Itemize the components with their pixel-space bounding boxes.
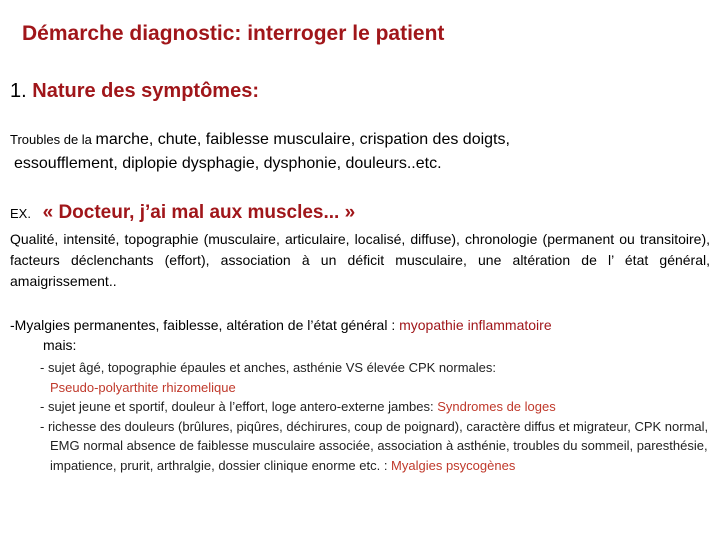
sub-item-diagnosis: Myalgies psycogènes (391, 457, 516, 473)
sub-item-text: - sujet âgé, topographie épaules et anches, asthénie VS élevée CPK normales: (40, 360, 497, 375)
example-quote: « Docteur, j’ai mal aux muscles... » (42, 202, 356, 223)
section-label: Nature des symptômes: (32, 80, 259, 102)
sub-item-diagnosis: Syndromes de loges (437, 399, 556, 414)
sub-item (40, 417, 710, 476)
example-label: EX. (10, 206, 31, 221)
sub-item (40, 397, 710, 417)
example-line (10, 202, 355, 224)
troubles-prefix: Troubles de la (10, 132, 96, 147)
myalgies-text: -Myalgies permanentes, faiblesse, altération de l’état général : (10, 317, 400, 333)
myalgies-diagnosis: myopathie inflammatoire (399, 317, 552, 333)
sub-item-diagnosis: Pseudo-polyarthite rhizomelique (50, 379, 236, 395)
sub-item-text: - sujet jeune et sportif, douleur à l’effort, loge antero-externe jambes: (40, 399, 438, 414)
sub-list (40, 358, 710, 475)
troubles-line-1: marche, chute, faiblesse musculaire, crispation des doigts, (95, 131, 510, 148)
slide-title: Démarche diagnostic: interroger le patient (22, 22, 445, 45)
qualite-paragraph: Qualité, intensité, topographie (musculaire, articulaire, localisé, diffuse), chronologie (permanent ou transitoire), facteurs déclenchants (effort), association à un déficit musculaire, une altération de l’ état général, amaigrissement.. (10, 231, 710, 289)
troubles-paragraph (10, 128, 710, 176)
myalgies-mais: mais: (43, 337, 77, 353)
myalgies-paragraph (10, 315, 715, 355)
section-number: 1. (10, 80, 27, 102)
section-heading (10, 80, 259, 103)
sub-item-text: - richesse des douleurs (brûlures, piqûres, déchirures, coup de poignard), caractère diffus et migrateur, CPK normal, EMG normal absence de faiblesse musculaire associée, association à asthénie, troubles du sommeil, paresthésie, impatience, prurit, arthralgie, dossier clinique enorme etc. : (40, 418, 709, 473)
sub-item (40, 358, 710, 397)
troubles-line-2: essoufflement, diplopie dysphagie, dysphonie, douleurs..etc. (14, 155, 442, 172)
